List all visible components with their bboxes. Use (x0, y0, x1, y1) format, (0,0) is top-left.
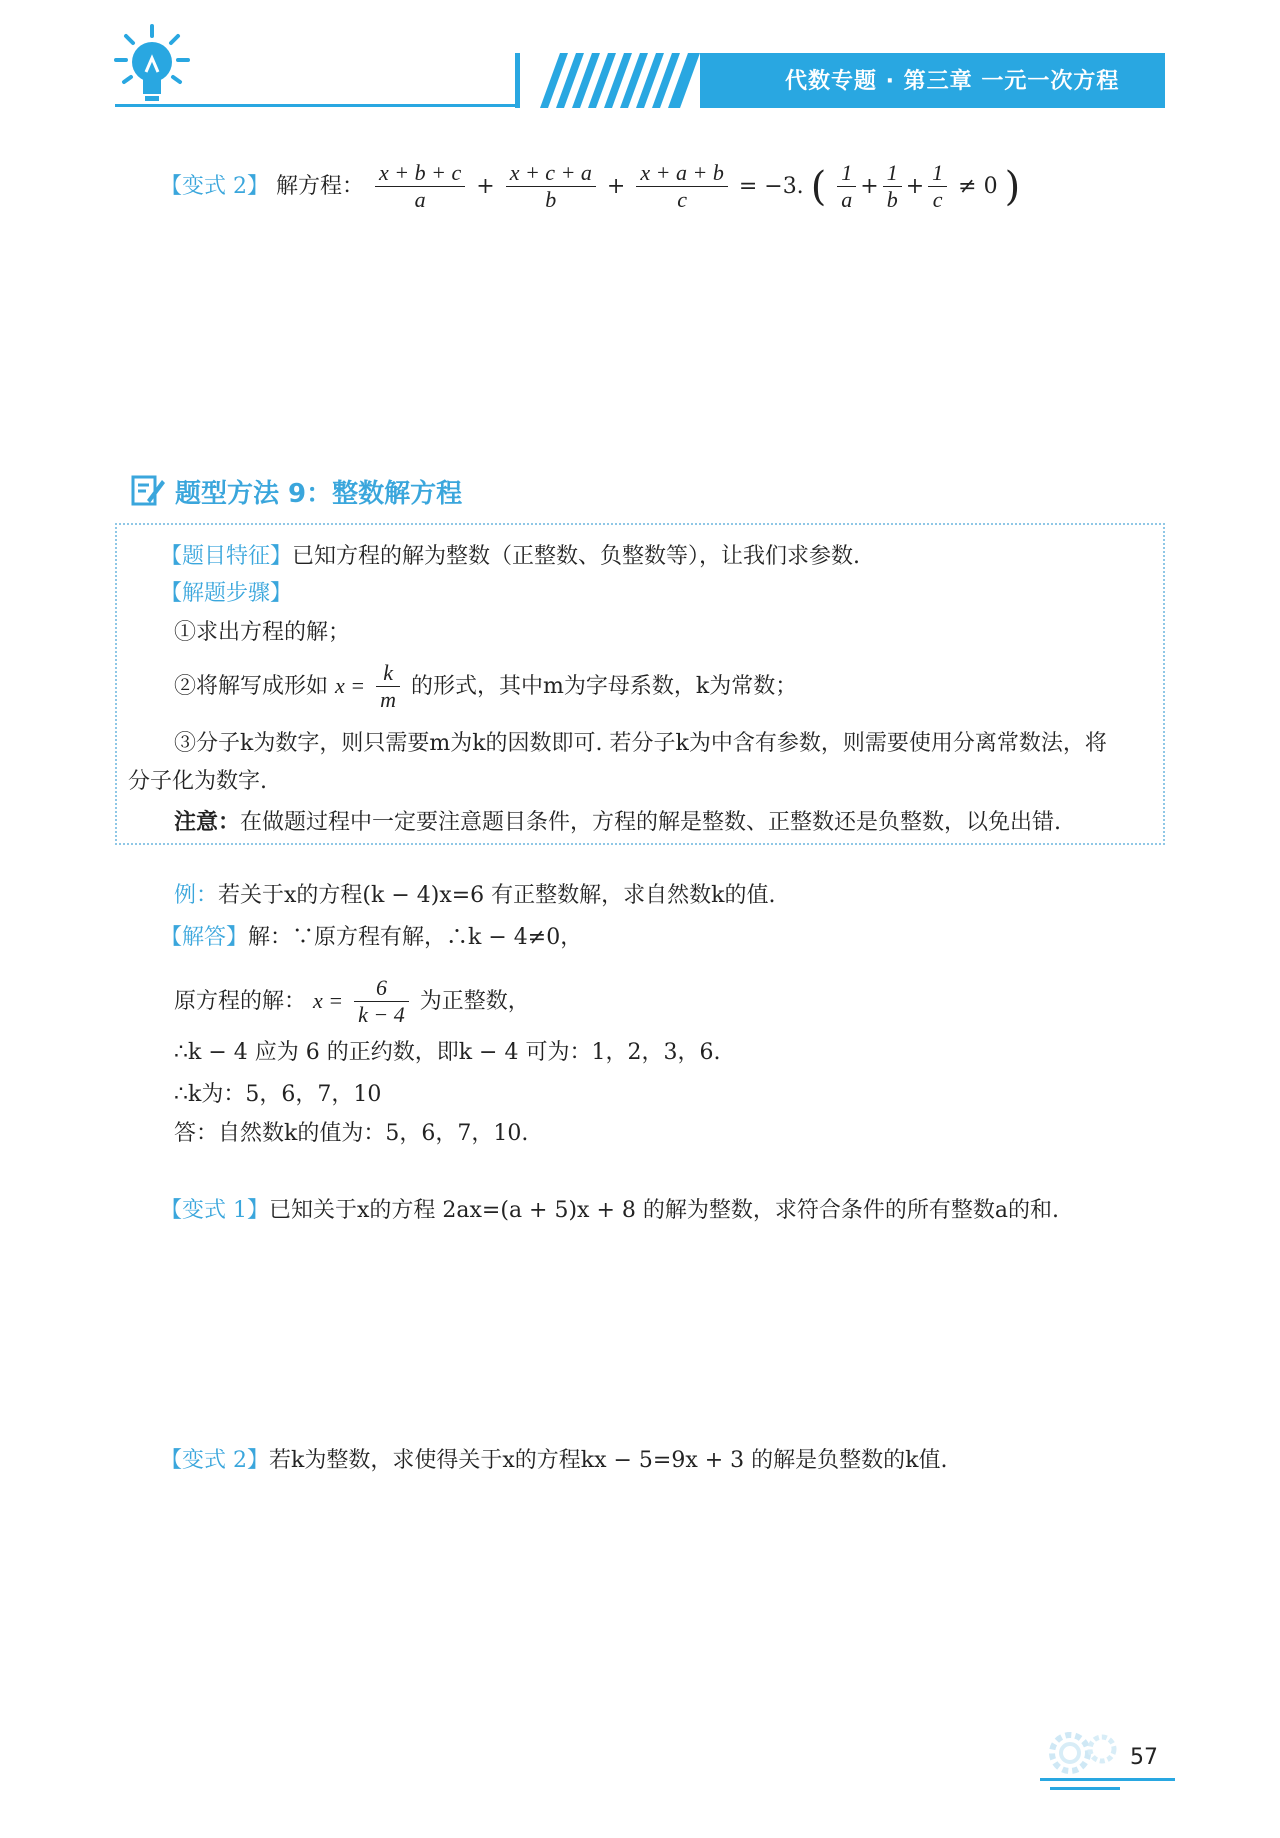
section-title: 题型方法 9：整数解方程 (175, 479, 463, 509)
header-stripes (520, 53, 700, 108)
cond-fraction-a: $\frac{1}{a}$ (837, 160, 856, 214)
example-label: 例： (174, 883, 219, 908)
chapter-title: 代数专题 · 第三章 一元一次方程 (785, 69, 1120, 94)
fraction-3: $\frac{x + a + b}{c}$ (636, 160, 727, 214)
cond-fraction-b: $\frac{1}{b}$ (883, 160, 902, 214)
fraction-2: $\frac{x + c + a}{b}$ (506, 160, 596, 214)
cond-tail: ≠ 0 (958, 173, 998, 199)
steps-tag: 【解题步骤】 (160, 581, 293, 606)
answer-line-2: 原方程的解： x = $\frac{6}{k - 4}$ 为正整数， (174, 975, 530, 1028)
answer-line-1 (160, 922, 582, 954)
variant-prompt: 解方程： (276, 173, 365, 199)
answer-tag: 【解答】 (160, 925, 249, 950)
fraction-1: $\frac{x + b + c}{a}$ (375, 160, 465, 214)
note-line (174, 806, 1061, 839)
rhs: = −3. (738, 173, 804, 199)
variant-1-line (160, 1195, 1059, 1227)
step-1: ①求出方程的解； (174, 620, 351, 645)
answer-line-5: 答：自然数k的值为：5，6，7，10. (174, 1121, 529, 1146)
cond-fraction-c: $\frac{1}{c}$ (928, 160, 947, 214)
edit-note-icon (130, 472, 166, 508)
variant-2-text: 若k为整数，求使得关于x的方程kx − 5=9x + 3 的解是负整数的k值. (269, 1448, 948, 1473)
answer-line-3: ∴k − 4 应为 6 的正约数，即k − 4 可为：1，2，3，6. (174, 1040, 721, 1065)
top-variant-line: 【变式 2】 解方程： $\frac{x + b + c}{a}$ + $\frac{x + c + a}{b}$ + $\frac{x + a + b}{c}$ = −3. ( $\frac{1}{a}$ + $\frac{1}{b}$ + $\frac{1}{c}$ ≠ 0 ) (160, 160, 1021, 213)
feature-tag: 【题目特征】 (160, 544, 293, 569)
page-number: 57 (1130, 1745, 1158, 1770)
variant-2-line (160, 1445, 947, 1477)
feature-line (160, 541, 860, 573)
gear-decoration-icon (1040, 1725, 1120, 1780)
feature-text: 已知方程的解为整数（正整数、负整数等），让我们求参数. (292, 544, 861, 569)
variant-1-tag: 【变式 1】 (160, 1198, 269, 1223)
footer-rule (1040, 1778, 1175, 1781)
variant-2-tag: 【变式 2】 (160, 1448, 269, 1473)
answer-text-1: 解：∵原方程有解，∴k − 4≠0， (248, 925, 583, 950)
variant-tag: 【变式 2】 (160, 173, 269, 199)
six-over-k-minus-4-fraction: $\frac{6}{k - 4}$ (354, 975, 409, 1029)
note-text: 在做题过程中一定要注意题目条件，方程的解是整数、正整数还是负整数，以免出错. (240, 810, 1062, 835)
footer-rule-2 (1050, 1787, 1120, 1790)
variant-1-text: 已知关于x的方程 2ax=(a + 5)x + 8 的解为整数，求符合条件的所有整数a的和. (269, 1198, 1059, 1223)
step-3-line-1: ③分子k为数字，则只需要m为k的因数即可. 若分子k为中含有参数，则需要使用分离常数法，将 (174, 731, 1107, 756)
lightbulb-icon (112, 22, 192, 104)
answer-line-4: ∴k为：5，6，7，10 (174, 1082, 382, 1107)
example-text: 若关于x的方程(k − 4)x=6 有正整数解，求自然数k的值. (218, 883, 776, 908)
k-over-m-fraction: $\frac{k}{m}$ (376, 660, 400, 714)
step-2: ②将解写成形如 x = $\frac{k}{m}$ 的形式，其中m为字母系数，k为常数； (174, 660, 798, 713)
note-label: 注意： (174, 809, 241, 835)
example-line (174, 880, 776, 912)
step-3-line-2: 分子化为数字. (128, 769, 267, 794)
